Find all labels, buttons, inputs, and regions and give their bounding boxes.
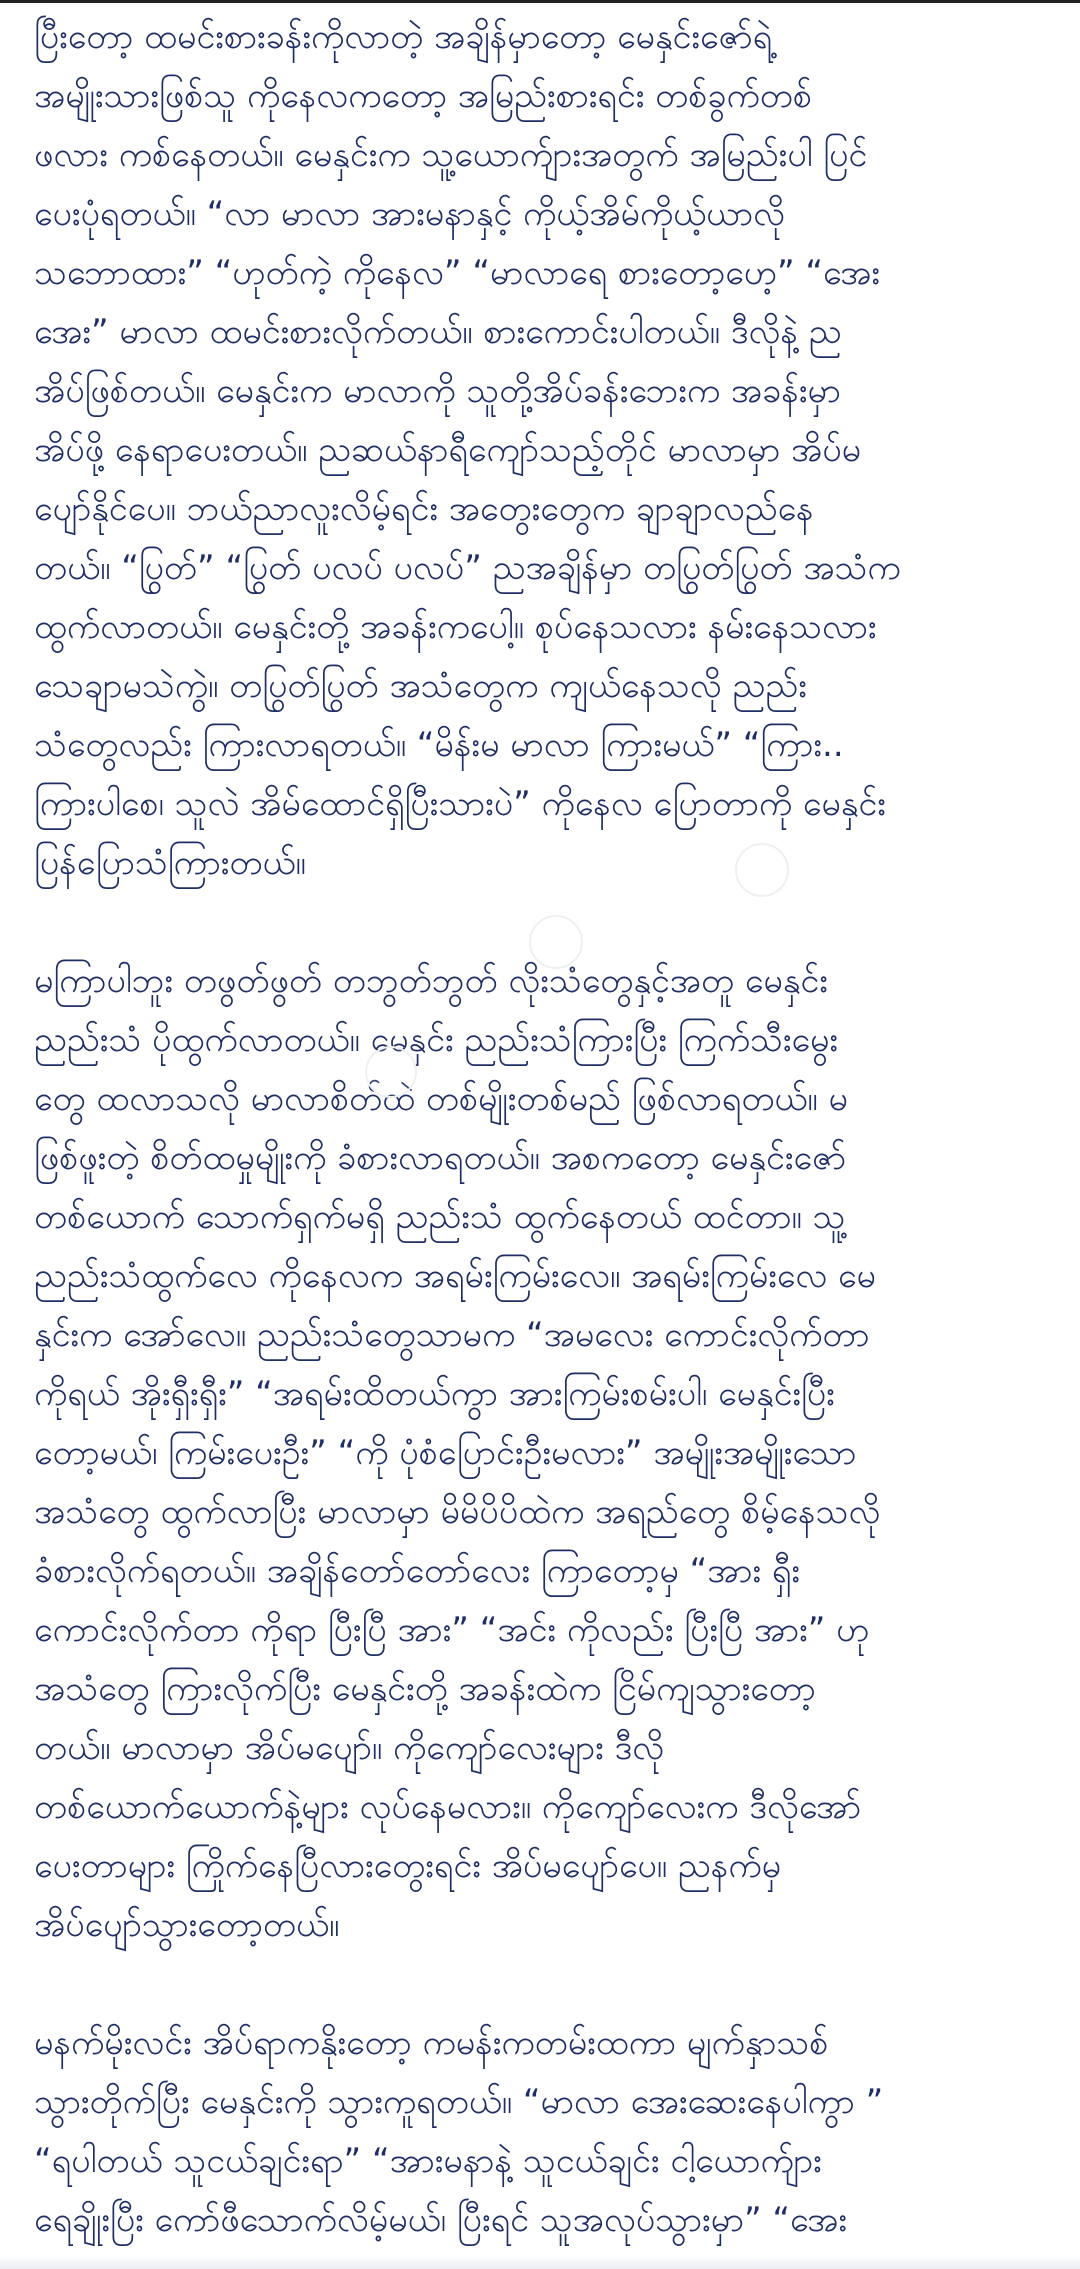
text-line: ပြန်ပြောသံကြားတယ်။: [34, 843, 306, 883]
text-line: အိပ်ပျော်သွားတော့တယ်။: [34, 1905, 340, 1945]
paragraph: [34, 2014, 1052, 2250]
text-line: ပြီးတော့ ထမင်းစားခန်းကိုလာတဲ့ အချိန်မှာတော့ မေနှင်းဇော်ရဲ့: [34, 17, 773, 57]
text-line: ကြားပါစေ၊ သူလဲ အိမ်ထောင်ရှိပြီးသားပဲ” ကိုနေလ ပြောတာကို မေနှင်း: [34, 784, 886, 824]
text-line: ဖလား ကစ်နေတယ်။ မေနှင်းက သူ့ယောက်ျားအတွက် အမြည်းပါ ပြင်: [34, 135, 868, 175]
text-line: ဖြစ်ဖူးတဲ့ စိတ်ထမှုမျိုးကို ခံစားလာရတယ်။ အစကတော့ မေနှင်းဇော်: [34, 1138, 847, 1178]
text-line: ညည်းသံထွက်လေ ကိုနေလက အရမ်းကြမ်းလေ။ အရမ်းကြမ်းလေ မေ: [34, 1256, 876, 1296]
text-line: အသံတွေ ထွက်လာပြီး မာလာမှာ မိမိပိပိထဲက အရည်တွေ စိမ့်နေသလို: [34, 1492, 881, 1532]
text-line: အသံတွေ ကြားလိုက်ပြီး မေနှင်းတို့ အခန်းထဲက ငြိမ်ကျသွားတော့: [34, 1669, 816, 1709]
text-line: တယ်။ “ပြွတ်” “ပြွတ် ပလပ် ပလပ်” ညအချိန်မှာ တပြွတ်ပြွတ် အသံက: [34, 548, 901, 588]
text-line: သွားတိုက်ပြီး မေနှင်းကို သွားကူရတယ်။ “မာလာ အေးဆေးနေပါကွာ ”: [34, 2082, 884, 2122]
text-line: ညည်းသံ ပိုထွက်လာတယ်။ မေနှင်း ညည်းသံကြားပြီး ကြက်သီးမွေး: [34, 1020, 839, 1060]
touch-ripple-indicator: [735, 843, 789, 897]
text-line: သေချာမသဲကွဲ။ တပြွတ်ပြွတ် အသံတွေက ကျယ်နေသလို ညည်း: [34, 666, 807, 706]
text-line: ကိုရယ် အိုးရှီးရှီး” “အရမ်းထိတယ်ကွာ အားကြမ်းစမ်းပါ၊ မေနှင်းပြီး: [34, 1374, 835, 1414]
text-line: အမျိုးသားဖြစ်သူ ကိုနေလကတော့ အမြည်းစားရင်း တစ်ခွက်တစ်: [34, 76, 813, 116]
text-line: တော့မယ်၊ ကြမ်းပေးဦး” “ကို ပုံစံပြောင်းဦးမလား” အမျိုးအမျိုးသော: [34, 1433, 857, 1473]
text-line: အေး” မာလာ ထမင်းစားလိုက်တယ်။ စားကောင်းပါတယ်။ ဒီလိုနဲ့ ည: [34, 312, 842, 352]
bottom-edge-shadow: [0, 2255, 1080, 2269]
text-line: အိပ်ဖို့ နေရာပေးတယ်။ ညဆယ်နာရီကျော်သည့်တိုင် မာလာမှာ အိပ်မ: [34, 430, 862, 470]
text-line: ပျော်နိုင်ပေ။ ဘယ်ညာလူးလိမ့်ရင်း အတွေးတွေက ချာချာလည်နေ: [34, 489, 814, 529]
text-line: တယ်။ မာလာမှာ အိပ်မပျော်။ ကိုကျော်လေးများ ဒီလို: [34, 1728, 665, 1768]
text-line: ပေးတာများ ကြိုက်နေပြီလားတွေးရင်း အိပ်မပျော်ပေ။ ညနက်မှ: [34, 1846, 782, 1886]
paragraph: [34, 952, 1052, 1955]
text-line: တစ်ယောက် သောက်ရှက်မရှိ ညည်းသံ ထွက်နေတယ် ထင်တာ။ သူ့: [34, 1197, 846, 1237]
text-line: သဘောထား” “ဟုတ်ကဲ့ ကိုနေလ” “မာလာရေ စားတော့ဟေ့” “အေး: [34, 253, 880, 293]
text-line: ခံစားလိုက်ရတယ်။ အချိန်တော်တော်လေး ကြာတော့မှ “အား ရှီး: [34, 1551, 801, 1591]
text-line: မနက်မိုးလင်း အိပ်ရာကနိုးတော့ ကမန်းကတမ်းထကာ မျက်နှာသစ်: [34, 2023, 829, 2063]
text-line: ရေချိုးပြီး ကော်ဖီသောက်လိမ့်မယ်၊ ပြီးရင် သူအလုပ်သွားမှာ” “အေး: [34, 2200, 848, 2240]
touch-ripple-indicator: [365, 1046, 417, 1098]
paragraph: [34, 8, 1052, 893]
text-line: သံတွေလည်း ကြားလာရတယ်။ “မိန်းမ မာလာ ကြားမယ်” “ကြား..: [34, 725, 844, 765]
text-line: ထွက်လာတယ်။ မေနှင်းတို့ အခန်းကပေါ့။ စုပ်နေသလား နမ်းနေသလား: [34, 607, 877, 647]
text-line: ပေးပုံရတယ်။ “လာ မာလာ အားမနာနှင့် ကိုယ့်အိမ်ကိုယ့်ယာလို: [34, 194, 786, 234]
text-line: ကောင်းလိုက်တာ ကိုရာ ပြီးပြီ အား” “အင်း ကိုလည်း ပြီးပြီ အား” ဟု: [34, 1610, 870, 1650]
text-line: နှင်းက အော်လေ။ ညည်းသံတွေသာမက “အမလေး ကောင်းလိုက်တာ: [34, 1315, 870, 1355]
text-line: တစ်ယောက်ယောက်နဲ့များ လုပ်နေမလား။ ကိုကျော်လေးက ဒီလိုအော်: [34, 1787, 862, 1827]
text-line: မကြာပါဘူး တဖွတ်ဖွတ် တဘွတ်ဘွတ် လိုးသံတွေနှင့်အတူ မေနှင်း: [34, 961, 828, 1001]
text-line: “ရပါတယ် သူငယ်ချင်းရာ” “အားမနာနဲ့ သူငယ်ချင်း ငါ့ယောက်ျား: [34, 2141, 822, 2181]
paragraph-spacer: [34, 1955, 1052, 2014]
text-line: တွေ ထလာသလို မာလာစိတ်ထဲ တစ်မျိုးတစ်မည် ဖြစ်လာရတယ်။ မ: [34, 1079, 848, 1119]
touch-ripple-indicator: [529, 915, 583, 969]
article-body: [34, 8, 1052, 2250]
text-line: အိပ်ဖြစ်တယ်။ မေနှင်းက မာလာကို သူတို့အိပ်ခန်းဘေးက အခန်းမှာ: [34, 371, 841, 411]
